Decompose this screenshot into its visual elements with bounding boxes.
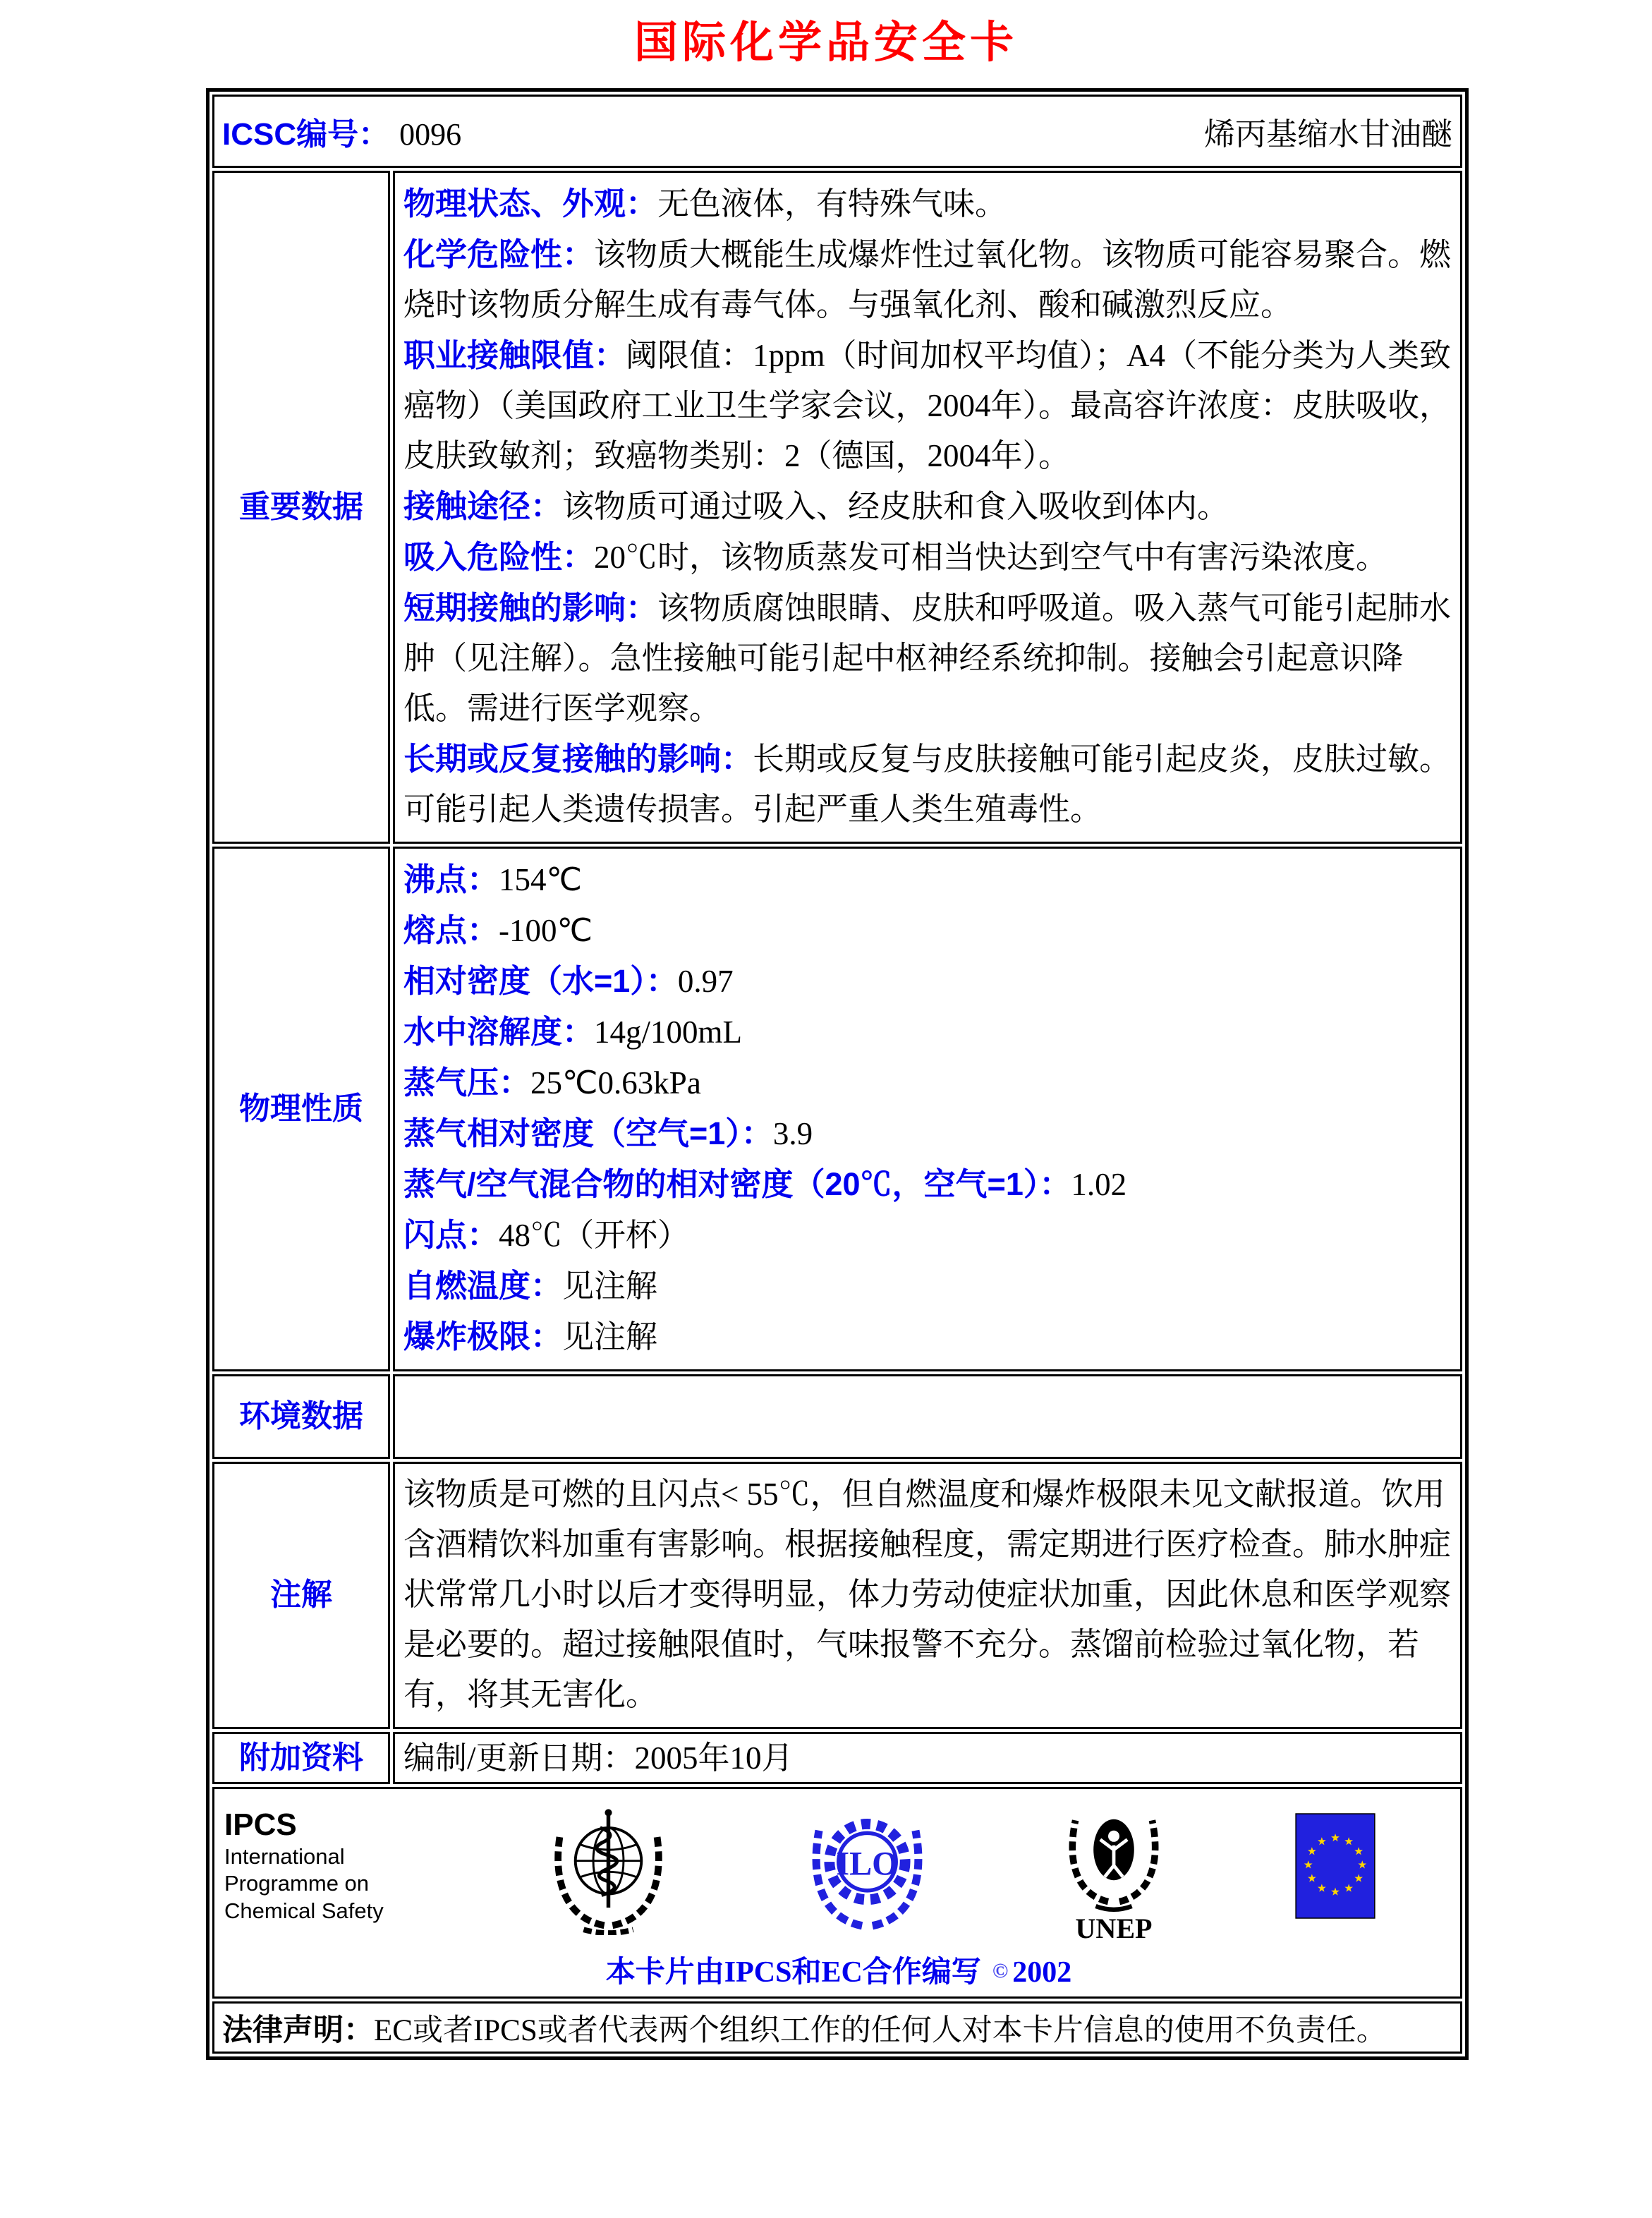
item-label: 长期或反复接触的影响： xyxy=(403,741,753,777)
update-date-label: 编制/更新日期： xyxy=(403,1740,635,1776)
data-item xyxy=(403,1261,1452,1311)
data-item xyxy=(403,1159,1452,1210)
copyright-line xyxy=(224,1949,1453,1991)
important-data-content xyxy=(393,171,1462,844)
notes-row xyxy=(212,1462,1462,1729)
data-item xyxy=(403,1210,1452,1261)
data-item xyxy=(403,1058,1452,1108)
data-item xyxy=(403,854,1452,905)
item-text: 154℃ xyxy=(499,862,583,897)
item-text: 该物质大概能生成爆炸性过氧化物。该物质可能容易聚合。燃烧时该物质分解生成有毒气体。与强氧化剂、酸和碱激烈反应。 xyxy=(403,237,1452,322)
section-label-additional-info: 附加资料 xyxy=(212,1732,390,1784)
data-item xyxy=(403,583,1452,734)
physical-properties-content xyxy=(393,847,1462,1371)
item-label: 闪点： xyxy=(403,1217,499,1253)
item-label: 吸入危险性： xyxy=(403,539,595,575)
item-text: 14g/100mL xyxy=(594,1014,743,1050)
header-cell xyxy=(212,95,1462,168)
additional-info-content xyxy=(393,1732,1462,1784)
item-text: 该物质可通过吸入、经皮肤和食入吸收到体内。 xyxy=(562,489,1229,524)
chemical-name: 烯丙基缩水甘油醚 xyxy=(1204,117,1452,152)
item-text: 25℃0.63kPa xyxy=(530,1065,701,1101)
copyright-symbol: © xyxy=(992,1959,1009,1982)
icsc-number-label: ICSC编号： xyxy=(222,117,390,152)
item-text: 0.97 xyxy=(677,964,734,999)
item-label: 自燃温度： xyxy=(403,1268,563,1304)
item-text: 长期或反复与皮肤接触可能引起皮炎，皮肤过敏。可能引起人类遗传损害。引起严重人类生殖毒性。 xyxy=(403,741,1452,827)
data-item xyxy=(403,905,1452,956)
ipcs-block xyxy=(224,1807,415,1925)
page-title: 国际化学品安全卡 xyxy=(633,19,1018,67)
unep-logo xyxy=(1057,1798,1170,1947)
item-text: -100℃ xyxy=(499,913,593,948)
unep-letters: UNEP xyxy=(1075,1912,1153,1944)
ipcs-line: Chemical Safety xyxy=(224,1898,384,1924)
item-text: 48℃（开杯） xyxy=(499,1218,690,1253)
update-date-value: 2005年10月 xyxy=(634,1740,794,1776)
additional-info-row xyxy=(212,1732,1462,1784)
section-label-important-data: 重要数据 xyxy=(212,171,390,844)
item-label: 水中溶解度： xyxy=(403,1014,595,1050)
item-label: 化学危险性： xyxy=(403,236,595,272)
item-label: 接触途径： xyxy=(403,488,563,524)
section-label-physical-properties: 物理性质 xyxy=(212,847,390,1371)
who-logo xyxy=(540,1798,677,1935)
data-item xyxy=(403,178,1452,229)
icsc-card-table xyxy=(206,88,1469,2060)
item-label: 蒸气/空气混合物的相对密度（20℃，空气=1）： xyxy=(403,1166,1071,1202)
notes-content: 该物质是可燃的且闪点< 55℃，但自燃温度和爆炸极限未见文献报道。饮用含酒精饮料加重有害影响。根据接触程度，需定期进行医疗检查。肺水肿症状常常几小时以后才变得明显，体力劳动使症状加重，因此休息和医学观察是必要的。超过接触限值时，气味报警不充分。蒸馏前检验过氧化物，若有，将其无害化。 xyxy=(393,1462,1462,1729)
data-item xyxy=(403,1108,1452,1159)
environmental-data-row xyxy=(212,1374,1462,1459)
copyright-text: 本卡片由IPCS和EC合作编写 xyxy=(605,1956,981,1989)
item-label: 熔点： xyxy=(403,912,499,948)
ilo-logo xyxy=(802,1802,933,1932)
icsc-number-value: 0096 xyxy=(399,117,462,152)
item-label: 相对密度（水=1）： xyxy=(403,963,678,999)
physical-properties-row xyxy=(212,847,1462,1371)
item-text: 3.9 xyxy=(772,1116,813,1151)
logo-strip xyxy=(224,1798,1453,1947)
icsc-number-group xyxy=(222,109,461,154)
header-row xyxy=(212,95,1462,168)
section-label-notes: 注解 xyxy=(212,1462,390,1729)
data-item xyxy=(403,956,1452,1007)
section-label-environmental-data: 环境数据 xyxy=(212,1374,390,1459)
logos-row xyxy=(212,1787,1462,1999)
header-content xyxy=(215,109,1459,154)
data-item xyxy=(403,330,1452,481)
item-label: 职业接触限值： xyxy=(403,337,626,373)
legal-notice-text: EC或者IPCS或者代表两个组织工作的任何人对本卡片信息的使用不负责任。 xyxy=(374,2013,1387,2047)
item-label: 蒸气相对密度（空气=1）： xyxy=(403,1115,773,1151)
item-text: 该物质腐蚀眼睛、皮肤和呼吸道。吸入蒸气可能引起肺水肿（见注解）。急性接触可能引起中枢神经系统抑制。接触会引起意识降低。需进行医学观察。 xyxy=(403,590,1452,726)
item-text: 见注解 xyxy=(562,1319,658,1355)
data-item xyxy=(403,1007,1452,1058)
ipcs-line: International xyxy=(224,1843,345,1869)
item-label: 爆炸极限： xyxy=(403,1319,563,1355)
ipcs-acronym: IPCS xyxy=(224,1807,297,1842)
ilo-letters: ILO xyxy=(836,1845,899,1883)
item-text: 阈限值：1ppm（时间加权平均值）；A4（不能分类为人类致癌物）（美国政府工业卫生学家会议，2004年）。最高容许浓度：皮肤吸收，皮肤致敏剂；致癌物类别：2（德国，2004年）。 xyxy=(403,338,1452,473)
item-text: 1.02 xyxy=(1071,1167,1127,1202)
data-item xyxy=(403,481,1452,532)
environmental-data-content xyxy=(393,1374,1462,1459)
legal-notice-row xyxy=(212,2001,1462,2054)
legal-notice xyxy=(215,2006,1459,2049)
eu-flag-logo xyxy=(1295,1813,1375,1919)
item-label: 物理状态、外观： xyxy=(403,186,658,222)
data-item xyxy=(403,734,1452,835)
legal-notice-cell xyxy=(212,2001,1462,2054)
item-label: 沸点： xyxy=(403,861,499,897)
ipcs-line: Programme on xyxy=(224,1871,370,1896)
data-item xyxy=(403,229,1452,330)
data-item xyxy=(403,1311,1452,1362)
item-label: 短期接触的影响： xyxy=(403,590,658,626)
item-text: 20℃时，该物质蒸发可相当快达到空气中有害污染浓度。 xyxy=(594,540,1388,575)
legal-notice-label: 法律声明： xyxy=(222,2013,374,2047)
data-item xyxy=(403,532,1452,583)
item-text: 无色液体，有特殊气味。 xyxy=(657,186,1007,222)
important-data-row xyxy=(212,171,1462,844)
item-text: 见注解 xyxy=(562,1268,658,1304)
item-label: 蒸气压： xyxy=(403,1065,531,1101)
copyright-year: 2002 xyxy=(1012,1956,1072,1989)
logos-cell xyxy=(212,1787,1462,1999)
